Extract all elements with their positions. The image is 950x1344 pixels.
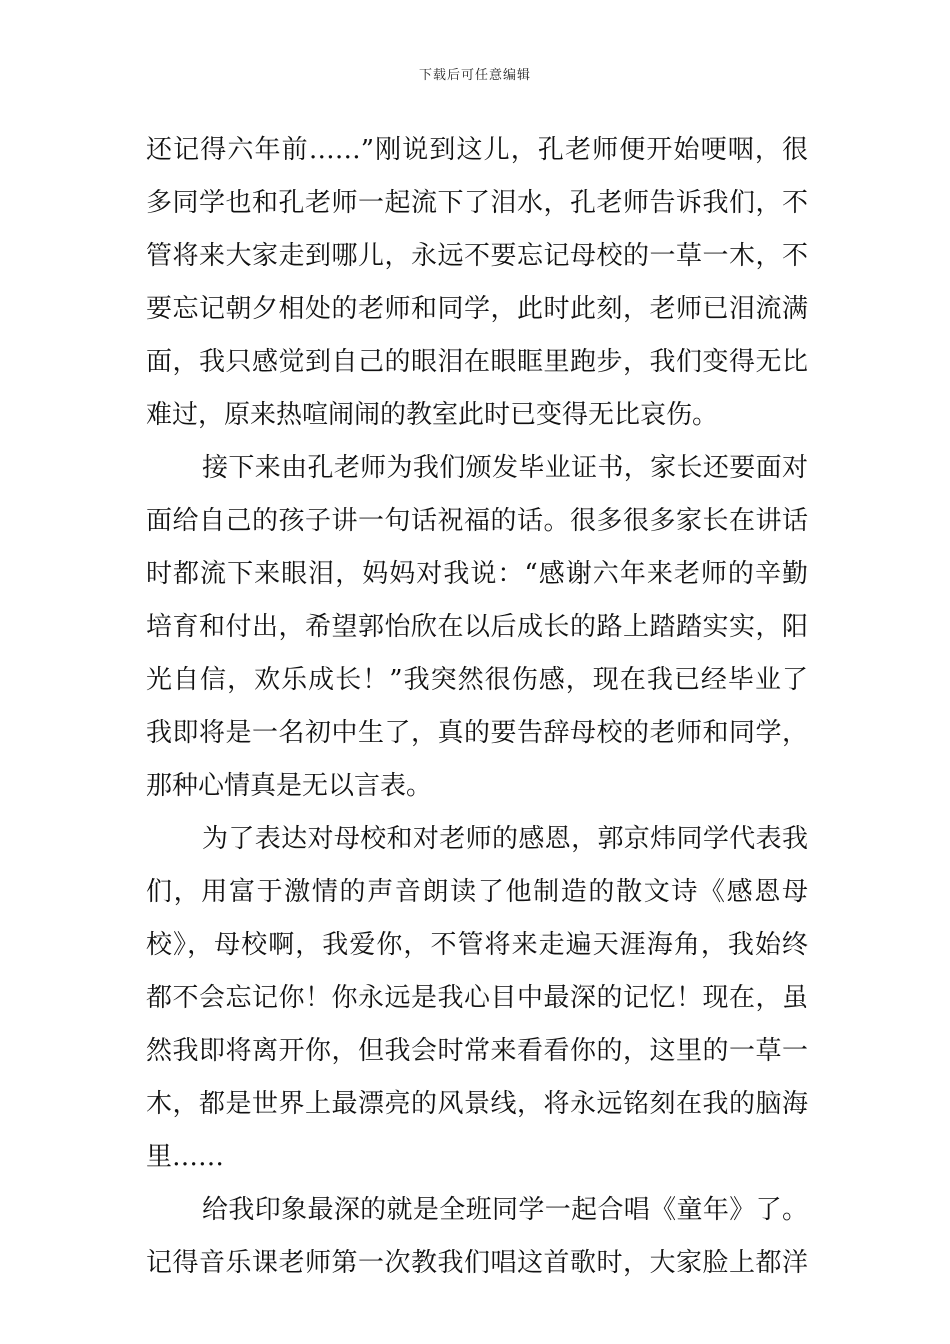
text-line: 我即将是一名初中生了，真的要告辞母校的老师和同学， (146, 718, 808, 748)
text-line: 面，我只感觉到自己的眼泪在眼眶里跑步，我们变得无比 (146, 347, 808, 377)
text-line: 那种心情真是无以言表。 (146, 771, 433, 801)
text-line: 们，用富于激情的声音朗读了他制造的散文诗《感恩母 (146, 877, 808, 907)
text-line: 时都流下来眼泪，妈妈对我说：“感谢六年来老师的辛勤 (146, 559, 808, 589)
text-line: 培育和付出，希望郭怡欣在以后成长的路上踏踏实实，阳 (146, 612, 808, 642)
text-line: 管将来大家走到哪儿，永远不要忘记母校的一草一木，不 (146, 241, 808, 271)
text-line: 光自信，欢乐成长！”我突然很伤感，现在我已经毕业了 (146, 665, 808, 695)
text-line: 多同学也和孔老师一起流下了泪水，孔老师告诉我们，不 (146, 188, 808, 218)
text-line: 都不会忘记你！你永远是我心目中最深的记忆！现在，虽 (146, 983, 808, 1013)
document-body (146, 124, 808, 1290)
text-line: 木，都是世界上最漂亮的风景线，将永远铭刻在我的脑海 (146, 1089, 808, 1119)
text-line: 里…… (146, 1142, 225, 1172)
text-line: 记得音乐课老师第一次教我们唱这首歌时，大家脸上都洋 (146, 1248, 808, 1278)
text-line: 还记得六年前……”刚说到这儿，孔老师便开始哽咽，很 (146, 135, 808, 165)
text-line: 难过，原来热喧闹闹的教室此时已变得无比哀伤。 (146, 400, 719, 430)
text-line: 面给自己的孩子讲一句话祝福的话。很多很多家长在讲话 (146, 506, 808, 536)
text-line: 要忘记朝夕相处的老师和同学，此时此刻，老师已泪流满 (146, 294, 808, 324)
page-header: 下载后可任意编辑 (418, 68, 531, 83)
text-line: 校》，母校啊，我爱你，不管将来走遍天涯海角，我始终 (146, 930, 808, 960)
text-line: 给我印象最深的就是全班同学一起合唱《童年》了。 (202, 1195, 808, 1225)
text-line: 接下来由孔老师为我们颁发毕业证书，家长还要面对 (202, 453, 808, 483)
text-line: 然我即将离开你，但我会时常来看看你的，这里的一草一 (146, 1036, 808, 1066)
text-line: 为了表达对母校和对老师的感恩，郭京炜同学代表我 (202, 824, 808, 854)
